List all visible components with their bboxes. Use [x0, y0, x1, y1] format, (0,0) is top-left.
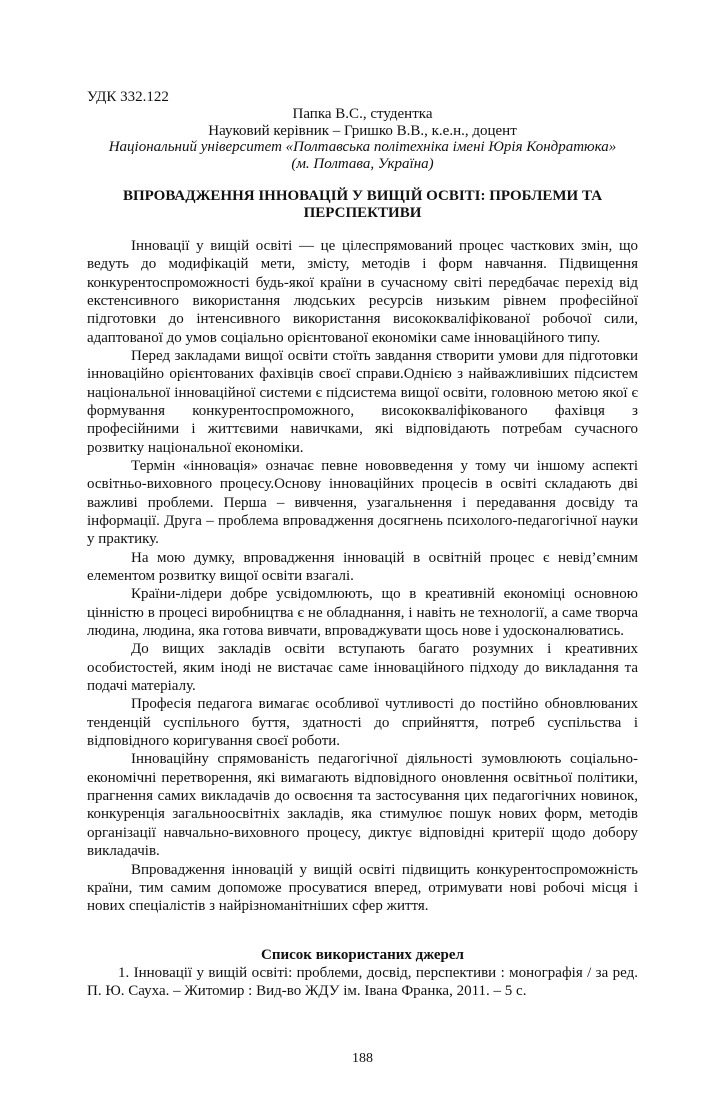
paragraph: Країни-лідери добре усвідомлюють, що в креативній економіці основною цінністю в процесі виробництва є не обладнання, і навіть не технології, а саме творча людина, людина, яка готова вивчати, впроваджувати щось нове і удосконалюватись. [87, 586, 638, 640]
article-body [87, 237, 638, 916]
article-title: ВПРОВАДЖЕННЯ ІННОВАЦІЙ У ВИЩІЙ ОСВІТІ: ПРОБЛЕМИ ТА ПЕРСПЕКТИВИ [122, 187, 603, 221]
udc-code: УДК 332.122 [87, 89, 169, 105]
paragraph: До вищих закладів освіти вступають багато розумних і креативних особистостей, яким іноді не вистачає саме інноваційного підходу до викладання та подачі матеріалу. [87, 641, 638, 695]
paragraph: Професія педагога вимагає особливої чутливості до постійно обновлюваних тенденцій суспільного буття, здатності до сприйняття, потреб суспільства і відповідного коригування своєї роботи. [87, 696, 638, 750]
paragraph: Впровадження інновацій у вищій освіті підвищить конкурентоспроможність країни, тим самим допоможе просуватися вперед, отримувати нові робочі місця і нових спеціалістів з найрізноманітніших сфер життя. [87, 861, 638, 915]
paragraph: Інноваційну спрямованість педагогічної діяльності зумовлюють соціально-економічні перетворення, які вимагають відповідного оновлення освітньої політики, прагнення самих викладачів до освоєння та застосування цих педагогічних новинок, конкуренція загальноосвітніх закладів, яка стимулює пошук нових форм, методів організації навчально-виховного процесу, диктує відповідні критерії щодо добору викладачів. [87, 751, 638, 860]
paragraph: Перед закладами вищої освіти стоїть завдання створити умови для підготовки інноваційно орієнтованих фахівців своєї справи.Однією з найважливіших підсистем національної інноваційної системи є підсистема вищої освіти, головною метою якої є формування конкурентоспроможного, висококваліфікованого фахівця з професійними і життєвими навичками, які відповідають потребам сучасного розвитку національної економіки. [87, 347, 638, 456]
location: (м. Полтава, Україна) [291, 156, 434, 173]
page-number: 188 [352, 1051, 373, 1067]
reference-item: 1. Інновації у вищій освіті: проблеми, досвід, перспективи : монографія / за ред. П. Ю. Сауха. – Житомир : Вид-во ЖДУ ім. Івана Франка, 2011. – 5 с. [87, 964, 638, 999]
paragraph: На мою думку, впровадження інновацій в освітній процес є невід’ємним елементом розвитку вищої освіти взагалі. [87, 549, 638, 584]
author-name: Папка В.С., студентка [292, 106, 433, 122]
references-list [87, 964, 638, 1001]
paragraph: Інновації у вищій освіті — це цілеспрямований процес часткових змін, що ведуть до модифікацій мети, змісту, методів і форм навчання. Підвищення конкурентоспроможності будь-якої країни в сучасному світі передбачає перехід від екстенсивного використання людських ресурсів низьким рівнем професійної підготовки до інтенсивного використання висококваліфікованої робочої сили, адаптованої до умов соціально орієнтованої економіки саме інноваційного типу. [87, 237, 638, 346]
references-heading: Список використаних джерел [261, 946, 464, 963]
author-block [87, 106, 638, 173]
paragraph: Термін «інновація» означає певне нововведення у тому чи іншому аспекті освітньо-виховного процесу.Основу інноваційних процесів в освіті складають дві важливі проблеми. Перша – вивчення, узагальнення і передавання досвіду та інформації. Друга – проблема впровадження досягнень психолого-педагогічної науки у практику. [87, 457, 638, 548]
supervisor: Науковий керівник – Гришко В.В., к.е.н., доцент [208, 122, 517, 139]
institution: Національний університет «Полтавська політехніка імені Юрія Кондратюка» [108, 139, 617, 156]
